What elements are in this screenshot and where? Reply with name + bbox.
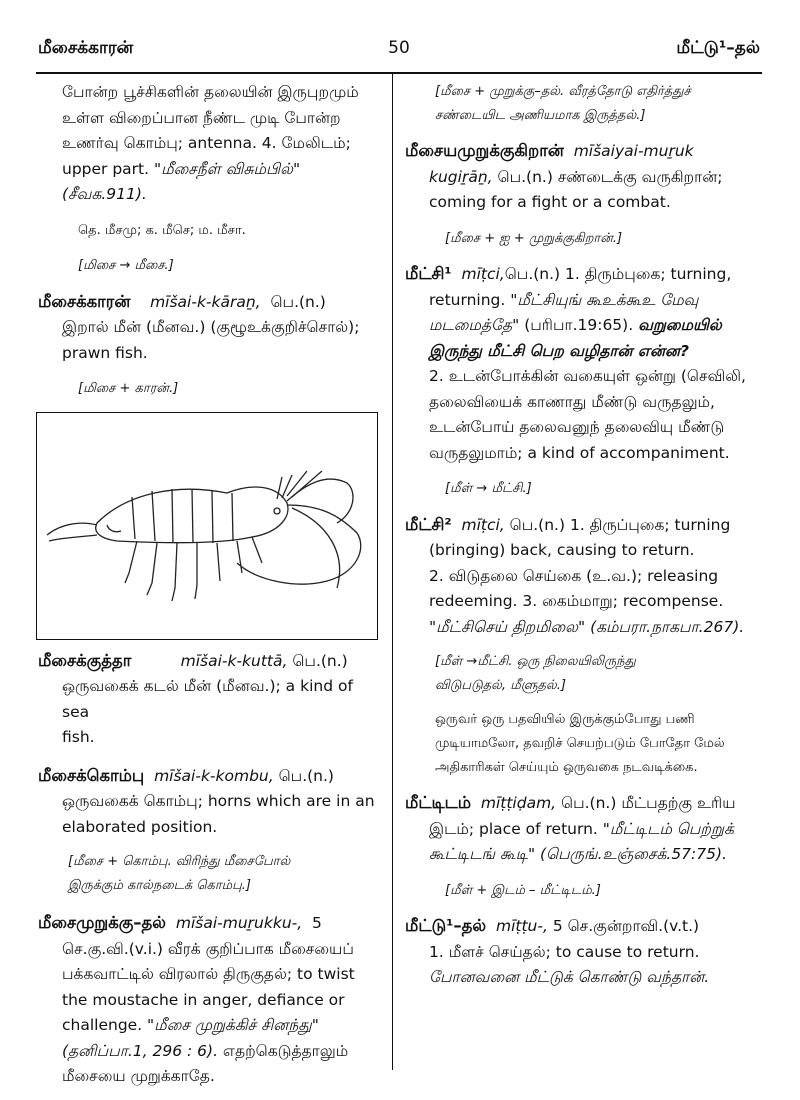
quotation: மடமைத்தே" — [429, 316, 520, 334]
entry-meetchi-2 — [405, 512, 765, 641]
transliteration: kugiṟāṉ, — [429, 167, 493, 186]
header-right-guideword: மீட்டு¹–தல் — [676, 38, 760, 58]
header-rule — [36, 72, 762, 74]
part-of-speech: பெ.(n.) — [270, 292, 326, 311]
entry-meetchi-1 — [405, 261, 765, 466]
transliteration: mīšaiyai-muṟuk — [573, 142, 694, 160]
entry-meettudal — [405, 913, 765, 991]
definition-line — [405, 288, 765, 314]
headword: மீசைக்கொம்பு — [38, 765, 145, 785]
cognates: தெ. மீசமு; க. மீசெ; ம. மீசா. — [78, 222, 246, 238]
entry-headline — [405, 261, 765, 288]
entry-meesaimurukkudal — [38, 910, 378, 1090]
entry-meesaikkombu — [38, 763, 378, 841]
etymology — [38, 850, 378, 898]
note-line: ஒருவர் ஒரு பதவியில் இருக்கும்போது பணி — [435, 712, 695, 727]
definition-line: 2. விடுதலை செய்கை (உ.வ.); releasing — [429, 566, 719, 585]
citation: (தனிப்பா.1, 296 : 6). — [62, 1041, 218, 1060]
etymology: [மிசை → மீசை.] — [78, 258, 174, 273]
verb-class-number: 5 — [312, 914, 322, 932]
definition-line: 2. உடன்போக்கின் வகையுள் ஒன்று (செவிலி, — [429, 367, 746, 385]
transliteration: mīṭṭiḍam, — [480, 794, 557, 812]
transliteration: mīšai-k-kāraṉ, — [150, 292, 261, 311]
text-line: உணர்வு கொம்பு; antenna. 4. மேலிடம்; — [62, 134, 351, 152]
definition-line: 1. மீளச் செய்தல்; to cause to return. — [429, 942, 700, 961]
definition-line — [38, 1039, 378, 1065]
definition-line: பக்கவாட்டில் விரலால் திருகுதல்; to twist — [62, 965, 355, 983]
etymology — [405, 650, 765, 698]
quotation: கூட்டிடங் கூடி" (பெருங்.உஞ்சைக்.57:75). — [429, 845, 727, 863]
entry-headline — [405, 138, 765, 165]
headword: மீட்சி² — [405, 514, 452, 534]
prawn-illustration-frame — [36, 412, 378, 640]
note-line: அதிகாரிகள் செய்யும் ஒருவகை நடவடிக்கை. — [435, 760, 698, 775]
etymology-line: [மீசை + கொம்பு. விரிந்து மீசைபோல் — [68, 854, 291, 869]
text-line: உள்ள விறைப்பான நீண்ட முடி போன்ற — [62, 108, 341, 127]
example-line: போனவனை மீட்டுக் கொண்டு வந்தான். — [429, 968, 710, 986]
headword: மீசைமுறுக்கு–தல் — [38, 913, 167, 932]
definition-line: redeeming. 3. கைம்மாறு; recompense. — [429, 592, 724, 610]
continued-entry — [38, 80, 378, 208]
definition-line: ஒருவகைக் கடல் மீன் (மீனவ.); a kind of sea — [62, 677, 353, 721]
transliteration: mīṭci, — [461, 515, 505, 534]
transliteration: mīṭṭu-, — [495, 917, 548, 935]
usage-note — [405, 708, 765, 780]
right-column — [405, 80, 765, 991]
entry-headline — [405, 790, 765, 817]
text-span: 5 செ.குன்றாவி.(v.t.) — [552, 917, 700, 935]
entry-headline — [38, 289, 378, 316]
text-span: returning. — [429, 290, 511, 309]
note-line: முடியாமலோ, தவறிச் செயற்படும் போதோ மேல் — [435, 736, 725, 751]
etymology-line: [மீள் →மீட்சி. ஒரு நிலையிலிருந்து — [435, 654, 636, 669]
etymology-line: [மீசை + முறுக்கு–தல். வீரத்தோடு எதிர்த்துச் — [435, 84, 691, 99]
quotation: "மீசைநீள் விசும்பில்" (சீவக.911). — [62, 159, 301, 203]
entry-meesaikkaran — [38, 289, 378, 367]
definition-line: prawn fish. — [62, 343, 148, 362]
text-line: போன்ற பூச்சிகளின் தலையின் இருபுறமும் — [62, 83, 359, 101]
definition-line: உடன்போய் தலைவனுந் தலைவியு மீண்டு — [429, 418, 725, 436]
transliteration: mīšai-k-kuttā, — [180, 651, 288, 670]
entry-meettidam — [405, 790, 765, 868]
text-line — [62, 157, 378, 208]
headword: மீசையமுறுக்குகிறான் — [405, 141, 564, 160]
definition-line: ஒருவகைக் கொம்பு; horns which are in an — [62, 792, 375, 810]
entry-meesaikkutta — [38, 648, 378, 751]
etymology-line: இருக்கும் கால்நடைக் கொம்பு.] — [68, 878, 251, 893]
definition-line — [405, 817, 765, 843]
definition-line — [405, 165, 765, 191]
definition-line: (bringing) back, causing to return. — [429, 541, 695, 559]
definition-line: தலைவியைக் காணாது மீண்டு வருதலும், — [429, 392, 715, 411]
left-column — [38, 80, 378, 1090]
column-divider — [392, 72, 393, 1070]
text-span: இடம்; place of return. — [429, 819, 603, 838]
text-span: பெ.(n.) மீட்பதற்கு உரிய — [561, 794, 736, 812]
text-span: பெ.(n.) 1. திருப்புகை; turning — [509, 515, 731, 534]
transliteration: mīṭci, — [461, 265, 505, 283]
page-header — [38, 38, 760, 66]
text-span: எதற்கெடுத்தாலும் — [218, 1041, 349, 1060]
etymology: [மீள் → மீட்சி.] — [445, 481, 532, 496]
headword: மீசைக்குத்தா — [38, 650, 132, 670]
definition-line: the moustache in anger, defiance or — [62, 990, 345, 1009]
quotation: "மீட்சிசெய் திறமிலை" (கம்பரா.நாகபா.267). — [429, 617, 745, 636]
definition-line: fish. — [62, 728, 95, 746]
headword: மீட்சி¹ — [405, 264, 452, 283]
entry-headline — [405, 913, 765, 940]
part-of-speech: பெ.(n.) — [278, 766, 334, 785]
transliteration: mīšai-muṟukku-, — [175, 914, 303, 932]
definition-line: செ.கு.வி.(v.i.) வீரக் குறிப்பாக மீசையைப் — [62, 939, 354, 958]
transliteration: mīšai-k-kombu, — [154, 766, 274, 785]
definition-line: மீசையை முறுக்காதே. — [62, 1067, 215, 1085]
definition-line: வருதலுமாம்; a kind of accompaniment. — [429, 443, 730, 462]
definition-line — [405, 313, 765, 339]
headword: மீட்டு¹–தல் — [405, 916, 487, 935]
text-span: challenge. — [62, 1016, 148, 1034]
entry-headline — [38, 763, 378, 790]
etymology — [405, 80, 765, 128]
part-of-speech: பெ.(n.) — [292, 651, 348, 670]
text-span: upper part. — [62, 159, 154, 178]
etymology: [மீசை + ஐ + முறுக்குகிறான்.] — [445, 230, 623, 246]
prawn-illustration-icon — [37, 413, 377, 639]
definition-line — [38, 1013, 378, 1039]
definition-line: இறால் மீன் (மீனவ.) (குழூஉக்குறிச்சொல்); — [62, 318, 360, 336]
entry-headline — [38, 648, 378, 675]
quotation: "மீசை முறுக்கிச் சினந்து" — [147, 1016, 319, 1034]
text-span: பெ.(n.) 1. திரும்புகை; turning, — [504, 265, 732, 283]
etymology: [மிசை + காரன்.] — [78, 381, 179, 396]
page-number: 50 — [388, 38, 410, 58]
example-line: இருந்து மீட்சி பெற வழிதான் என்ன? — [429, 341, 690, 360]
headword: மீட்டிடம் — [405, 793, 471, 812]
etymology-line: சண்டையிட அணியமாக இருத்தல்.] — [435, 108, 646, 123]
text-span: பெ.(n.) சண்டைக்கு வருகிறான்; — [497, 167, 723, 186]
entry-headline — [405, 512, 765, 539]
header-left-guideword: மீசைக்காரன் — [38, 38, 134, 58]
entry-headline — [38, 910, 378, 937]
definition-line: elaborated position. — [62, 817, 218, 836]
etymology: [மீள் + இடம் – மீட்டிடம்.] — [445, 882, 601, 898]
definition-line: coming for a fight or a combat. — [429, 193, 671, 211]
quotation: "மீட்டிடம் பெற்றுக் — [602, 819, 734, 838]
etymology-line: விடுபடுதல், மீளுதல்.] — [435, 678, 566, 693]
entry-meesaiyai-murukkugiran — [405, 138, 765, 216]
citation: (பரிபா.19:65). — [519, 316, 639, 334]
headword: மீசைக்காரன் — [38, 291, 131, 311]
quotation: "மீட்சியுங் கூஉக்கூஉ மேவு — [510, 290, 699, 309]
example: வறுமையில் — [638, 316, 722, 334]
